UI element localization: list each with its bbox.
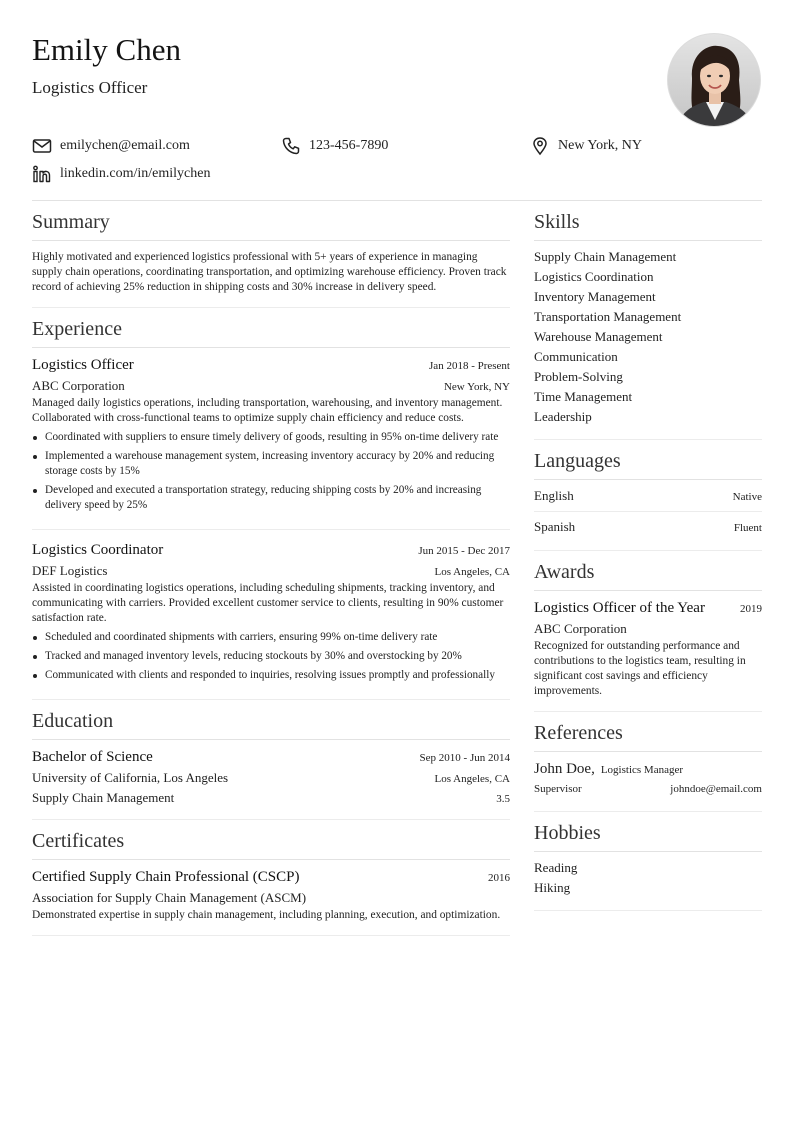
contact-location <box>530 136 642 156</box>
phone-icon <box>281 136 301 156</box>
summary-heading: Summary <box>32 201 510 241</box>
references-heading: References <box>534 712 762 752</box>
school-location: Los Angeles, CA <box>434 773 510 785</box>
award-name: Logistics Officer of the Year <box>534 600 705 616</box>
summary-section <box>32 201 510 308</box>
reference-role: Logistics Manager <box>600 764 684 776</box>
language-name: Spanish <box>534 519 576 534</box>
skill-item: Warehouse Management <box>534 329 663 344</box>
contact-location-text: New York, NY <box>558 138 643 153</box>
hobby-item: Reading <box>534 860 578 875</box>
job-title: Logistics Officer <box>32 357 134 373</box>
experience-section <box>32 308 510 530</box>
reference-email[interactable]: johndoe@email.com <box>670 783 762 795</box>
major: Supply Chain Management <box>32 790 175 805</box>
achievement-item: Coordinated with suppliers to ensure timely delivery of goods, resulting in 95% on-time delivery rate <box>32 430 510 445</box>
skill-item: Leadership <box>534 409 592 424</box>
contact-email[interactable] <box>32 136 190 156</box>
left-column <box>32 201 510 936</box>
skill-item: Logistics Coordination <box>534 269 654 284</box>
hobbies-section <box>534 812 762 911</box>
job-location: New York, NY <box>443 381 510 393</box>
award-description: Recognized for outstanding performance and contributions to the logistics team, resulting in significant cost savings and efficiency improvements. <box>534 640 746 697</box>
reference-relation: Supervisor <box>534 783 582 795</box>
job-title: Logistics Coordinator <box>32 542 164 558</box>
contact-phone[interactable] <box>281 136 388 156</box>
avatar <box>667 33 761 127</box>
achievement-item: Developed and executed a transportation strategy, reducing shipping costs by 20% and increasing delivery speed by 25% <box>32 483 510 513</box>
right-column <box>534 201 762 911</box>
achievement-item: Implemented a warehouse management system, increasing inventory accuracy by 20% and reducing storage costs by 15% <box>32 449 510 479</box>
experience-entry <box>32 355 510 513</box>
certificate-issuer: Association for Supply Chain Management (ASCM) <box>32 890 307 905</box>
reference-name: John Doe, <box>534 761 595 777</box>
achievement-item: Scheduled and coordinated shipments with carriers, ensuring 99% on-time delivery rate <box>32 630 510 645</box>
hobby-item: Hiking <box>534 880 571 895</box>
certificate-name: Certified Supply Chain Professional (CSCP) <box>32 869 300 885</box>
candidate-name: Emily Chen <box>32 32 181 67</box>
languages-section <box>534 440 762 551</box>
contact-email-text: emilychen@email.com <box>60 138 190 153</box>
language-divider <box>534 511 762 512</box>
job-dates: Jun 2015 - Dec 2017 <box>418 545 510 557</box>
company-name: DEF Logistics <box>32 563 108 578</box>
job-achievements <box>32 630 510 683</box>
award-issuer: ABC Corporation <box>534 621 627 636</box>
skill-item: Communication <box>534 349 618 364</box>
mail-icon <box>32 136 52 156</box>
hobbies-heading: Hobbies <box>534 812 762 852</box>
profile-photo-icon <box>668 34 761 127</box>
awards-heading: Awards <box>534 551 762 591</box>
education-heading: Education <box>32 700 510 740</box>
education-dates: Sep 2010 - Jun 2014 <box>419 752 510 764</box>
references-section <box>534 712 762 812</box>
job-location: Los Angeles, CA <box>434 566 510 578</box>
language-level: Native <box>732 491 762 503</box>
contact-phone-text: 123-456-7890 <box>309 138 389 153</box>
skill-item: Transportation Management <box>534 309 682 324</box>
language-level: Fluent <box>733 522 762 534</box>
gpa: 3.5 <box>496 793 510 805</box>
language-name: English <box>534 488 574 503</box>
school-name: University of California, Los Angeles <box>32 770 229 785</box>
job-description: Managed daily logistics operations, including transportation, warehousing, and inventory management. Collaborated with cross-functional teams to optimize supply chain efficiency and reduce costs. <box>32 397 503 424</box>
achievement-item: Communicated with clients and responded to inquiries, resolving issues promptly and professionally <box>32 668 510 683</box>
job-dates: Jan 2018 - Present <box>429 360 510 372</box>
awards-section <box>534 551 762 712</box>
skills-section <box>534 201 762 440</box>
job-achievements <box>32 430 510 513</box>
contact-linkedin[interactable] <box>32 164 210 184</box>
certificate-year: 2016 <box>488 872 510 884</box>
skill-item: Supply Chain Management <box>534 249 677 264</box>
language-row <box>534 486 762 507</box>
contact-linkedin-text: linkedin.com/in/emilychen <box>60 166 211 181</box>
certificates-section <box>32 820 510 936</box>
company-name: ABC Corporation <box>32 378 125 393</box>
skill-item: Inventory Management <box>534 289 656 304</box>
candidate-title: Logistics Officer <box>32 78 148 97</box>
skill-item: Time Management <box>534 389 633 404</box>
achievement-item: Tracked and managed inventory levels, reducing stockouts by 30% and overstocking by 20% <box>32 649 510 664</box>
skill-item: Problem-Solving <box>534 369 623 384</box>
summary-text: Highly motivated and experienced logistics professional with 5+ years of experience in managing supply chain operations, coordinating transportation, and optimizing warehouse efficiency. Proven track record of achieving 25% reduction in shipping costs and 30% increase in delivery speed. <box>32 251 507 293</box>
certificates-heading: Certificates <box>32 820 510 860</box>
award-year: 2019 <box>740 603 762 615</box>
degree: Bachelor of Science <box>32 749 153 765</box>
certificate-description: Demonstrated expertise in supply chain management, including planning, execution, and optimization. <box>32 909 501 921</box>
linkedin-icon <box>32 164 52 184</box>
language-row <box>534 517 762 538</box>
experience-heading: Experience <box>32 308 510 348</box>
skills-heading: Skills <box>534 201 762 241</box>
education-section <box>32 700 510 820</box>
job-description: Assisted in coordinating logistics operations, including scheduling shipments, tracking inventory, and communicating with carriers. Provided excellent customer service to clients, resulting in 90% customer satisfaction rate. <box>32 582 504 624</box>
languages-heading: Languages <box>534 440 762 480</box>
location-pin-icon <box>530 136 550 156</box>
experience-section-2 <box>32 530 510 700</box>
experience-entry <box>32 540 510 683</box>
